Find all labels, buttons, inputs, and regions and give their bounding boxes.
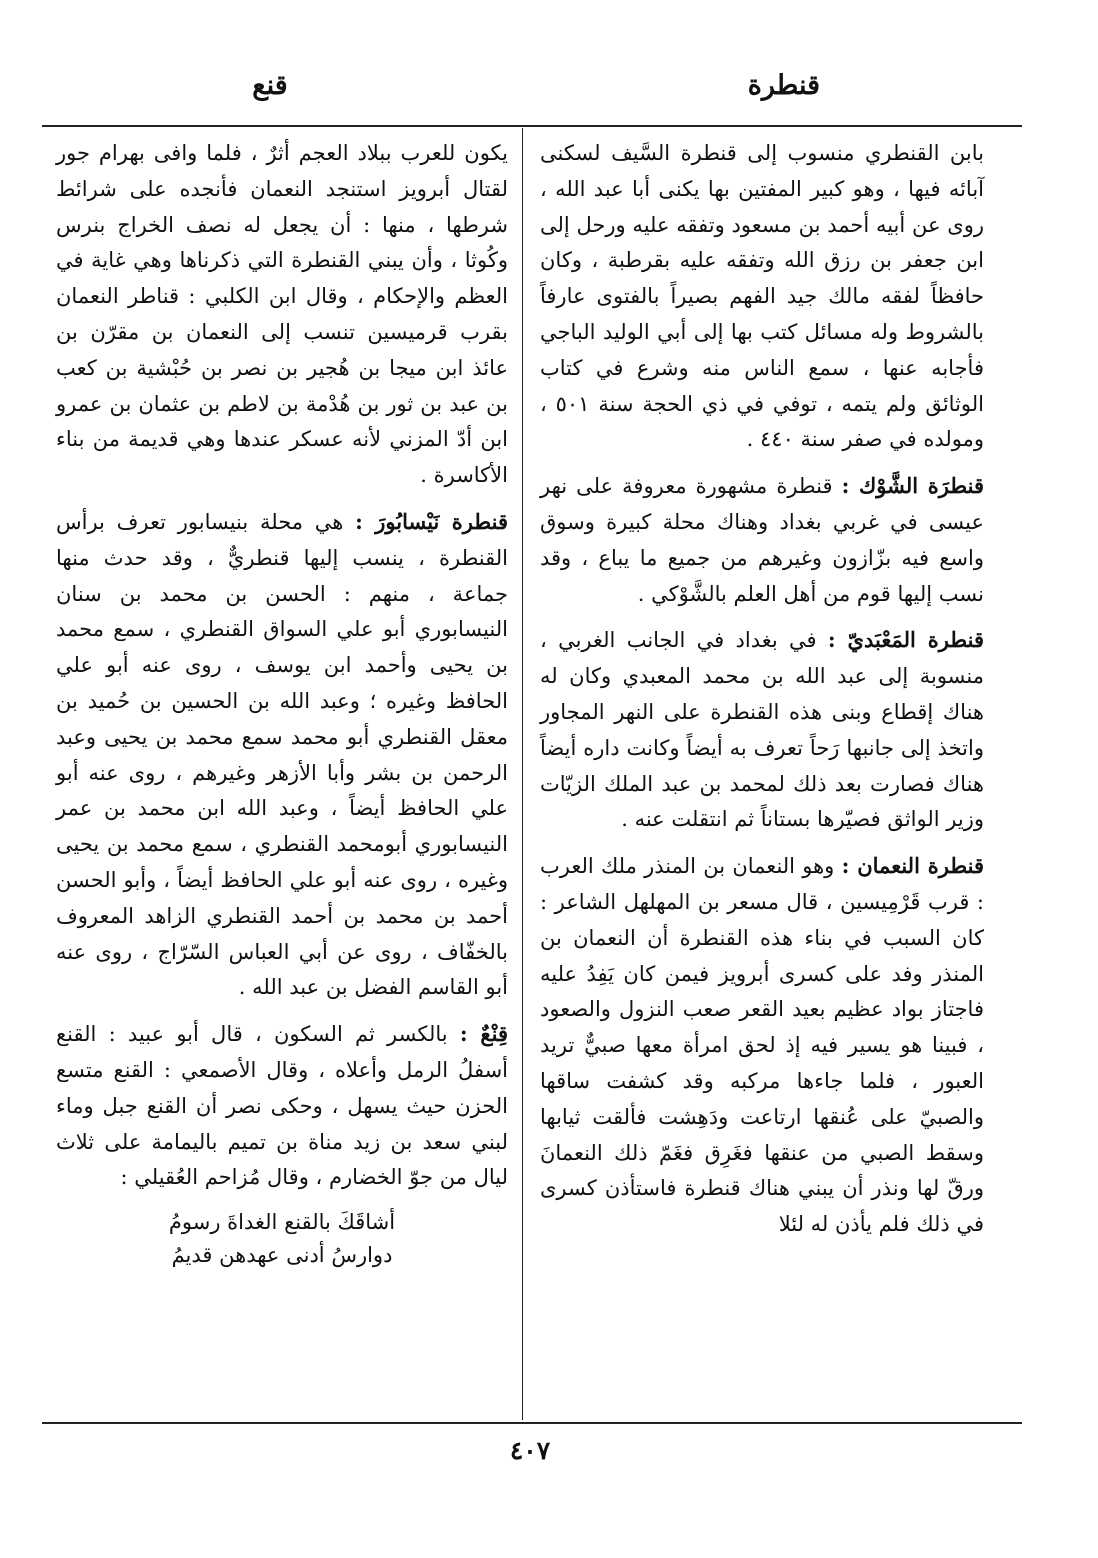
left-column	[56, 136, 508, 1272]
entry-text: في بغداد في الجانب الغربي ، منسوبة إلى عبد الله بن محمد المعبدي وكان له هناك إقطاع وبنى هذه القنطرة على النهر المجاور واتخذ إلى جانبها رَحاً تعرف به أيضاً وكانت داره أيضاً هناك فصارت بعد ذلك لمحمد بن عبد الملك الزيّات وزير الواثق فصيّرها بستاناً ثم انتقلت عنه .	[540, 628, 984, 832]
running-header-left: قنع	[252, 70, 288, 101]
poem-verse	[56, 1206, 508, 1272]
running-header-right: قنطرة	[747, 70, 820, 101]
footer-rule	[42, 1422, 1022, 1424]
entry-text: وهو النعمان بن المنذر ملك العرب : قرب قَرْمِيسين ، قال مسعر بن المهلهل الشاعر : كان السبب في بناء هذه القنطرة أن النعمان بن المنذر وفد على كسرى أبرويز فيمن كان يَفِدُ عليه فاجتاز بواد عظيم بعيد القعر صعب النزول والصعود ، فبينا هو يسير فيه إذ لحق امرأة معها صبيٌّ تريد العبور ، فلما جاءها مركبه وقد كشفت ساقها والصبيّ على عُنقها ارتاعت ودَهِشت فألقت ثيابها وسقط الصبي من عنقها فغَرِق فغَمّ ذلك النعمانَ ورقّ لها ونذر أن يبني هناك قنطرة فاستأذن كسرى في ذلك فلم يأذن له لئلا	[540, 854, 984, 1237]
poem-line: دوارسُ أدنى عهدهن قديمُ	[171, 1243, 393, 1268]
entry-headword: قِنْعٌ :	[459, 1021, 508, 1047]
entry-text: بالكسر ثم السكون ، قال أبو عبيد : القنع أسفلُ الرمل وأعلاه ، وقال الأصمعي : القنع متسع الحزن حيث يسهل ، وحكى نصر أن القنع جبل وماء لبني سعد بن زيد مناة بن تميم باليمامة على ثلاث ليال من جوّ الخضارم ، وقال مُزاحم العُقيلي :	[56, 1022, 508, 1190]
header-rule	[42, 125, 1022, 127]
continued-paragraph: بابن القنطري منسوب إلى قنطرة السَّيف لسكنى آبائه فيها ، وهو كبير المفتين بها يكنى أبا عبد الله ، روى عن أبيه أحمد بن مسعود وتفقه عليه ورحل إلى ابن جعفر بن رزق الله وتفقه عليه بقرطبة ، وكان حافظاً لفقه مالك جيد الفهم بصيراً بالفتوى عارفاً بالشروط وله مسائل كتب بها إلى أبي الوليد الباجي فأجابه عنها ، سمع الناس منه وشرع في كتاب الوثائق ولم يتمه ، توفي في ذي الحجة سنة ٥٠١ ، ومولده في صفر سنة ٤٤٠ .	[540, 141, 984, 452]
entry-text: هي محلة بنيسابور تعرف برأس القنطرة ، ينسب إليها قنطريٌّ ، وقد حدث منها جماعة ، منهم : الحسن بن محمد بن سنان النيسابوري أبو علي السواق القنطري ، سمع محمد بن يحيى وأحمد ابن يوسف ، روى عنه أبو علي الحافظ وغيره ؛ وعبد الله بن الحسين بن حُميد بن معقل القنطري أبو محمد سمع محمد بن يحيى وعبد الرحمن بن بشر وأبا الأزهر وغيرهم ، روى عنه أبو علي الحافظ أيضاً ، وعبد الله ابن محمد بن عمر النيسابوري أبومحمد القنطري ، سمع محمد بن يحيى وغيره ، روى عنه أبو علي الحافظ أيضاً ، وأبو الحسن أحمد بن محمد بن أحمد القنطري الزاهد المعروف بالخفّاف ، روى عن أبي العباس السّرّاج ، روى عنه أبو القاسم الفضل بن عبد الله .	[56, 509, 508, 1000]
column-divider	[522, 128, 523, 1420]
entry-qantarat-al-mabdi	[540, 622, 984, 838]
entry-qantarat-al-shawk	[540, 468, 984, 612]
entry-headword: قنطرة المَعْبَديّ :	[827, 627, 984, 653]
entry-headword: قنطرَة الشَّوْك :	[841, 473, 984, 499]
entry-text: قنطرة مشهورة معروفة على نهر عيسى في غربي بغداد وهناك محلة كبيرة وسوق واسع فيه بزّازون وغيرهم من جميع ما يباع ، وقد نسب إليها قوم من أهل العلم بالشَّوْكي .	[540, 474, 984, 606]
entry-qantarat-al-numan	[540, 848, 984, 1243]
entry-qin	[56, 1016, 508, 1196]
entry-headword: قنطرة نَيْسابُورَ :	[355, 508, 508, 534]
continued-paragraph: يكون للعرب ببلاد العجم أثرٌ ، فلما وافى بهرام جور لقتال أبرويز استنجد النعمان فأنجده على شرائط شرطها ، منها : أن يجعل له نصف الخراج بنرس وكُوثا ، وأن يبني القنطرة التي ذكرناها وهي غاية في العظم والإحكام ، وقال ابن الكلبي : قناطر النعمان بقرب قرميسين تنسب إلى النعمان بن مقرّن بن عائذ ابن ميجا بن هُجير بن نصر بن حُبْشية بن كعب بن عبد بن ثور بن هُدْمة بن لاطم بن عثمان بن عمرو ابن أدّ المزني لأنه عسكر عندها وهي قديمة من بناء الأكاسرة .	[56, 141, 508, 488]
entry-headword: قنطرة النعمان :	[841, 853, 984, 879]
page-number: ٤٠٧	[509, 1436, 551, 1465]
right-column	[540, 136, 984, 1253]
poem-line: أشاقَكَ بالقنع الغداةَ رسومُ	[168, 1210, 396, 1235]
entry-qantarat-naysabur	[56, 504, 508, 1006]
